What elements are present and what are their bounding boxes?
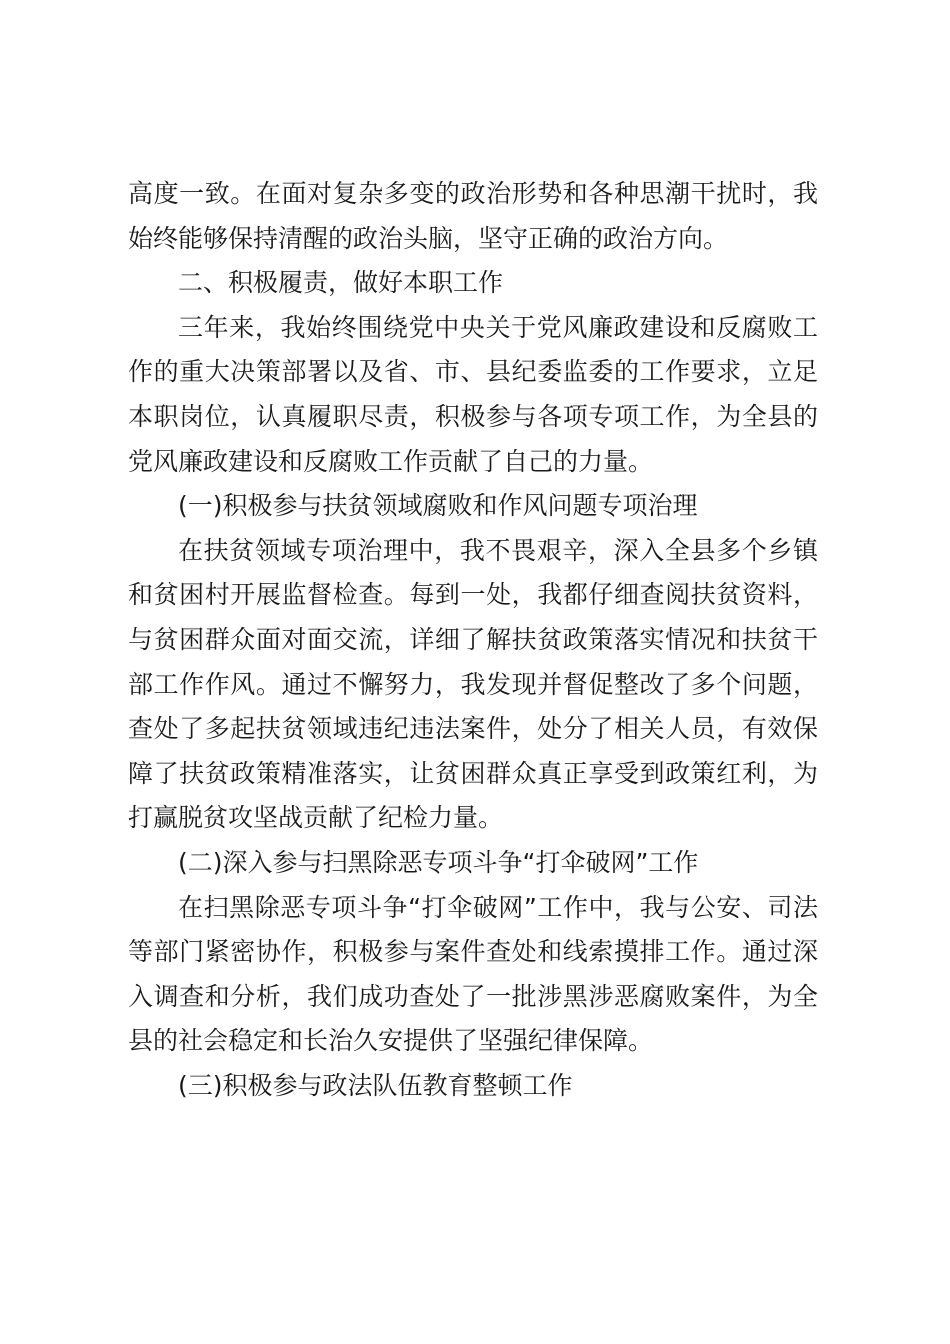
subheading-poverty-governance: (一)积极参与扶贫领域腐败和作风问题专项治理 bbox=[178, 491, 698, 521]
subheading-legal-team-rectification: (三)积极参与政法队伍教育整顿工作 bbox=[178, 1070, 573, 1100]
paragraph-anti-gang: 在扫黑除恶专项斗争“打伞破网”工作中，我与公安、司法等部门紧密协作，积极参与案件查处和线索摸排工作。通过深入调查和分析，我们成功查处了一批涉黑涉恶腐败案件，为全县的社会稳定和长治久安提供了坚强纪律保障。 bbox=[128, 892, 818, 1056]
paragraph-political-consistency: 高度一致。在面对复杂多变的政治形势和各种思潮干扰时，我始终能够保持清醒的政治头脑，坚守正确的政治方向。 bbox=[128, 179, 818, 253]
document-body bbox=[128, 172, 818, 1108]
paragraph-poverty-governance: 在扶贫领域专项治理中，我不畏艰辛，深入全县多个乡镇和贫困村开展监督检查。每到一处，我都仔细查阅扶贫资料，与贫困群众面对面交流，详细了解扶贫政策落实情况和扶贫干部工作作风。通过不懈努力，我发现并督促整改了多个问题，查处了多起扶贫领域违纪违法案件，处分了相关人员，有效保障了扶贫政策精准落实，让贫困群众真正享受到政策红利，为打赢脱贫攻坚战贡献了纪检力量。 bbox=[128, 535, 818, 833]
section-heading-duties: 二、积极履责，做好本职工作 bbox=[178, 268, 504, 298]
subheading-anti-gang: (二)深入参与扫黑除恶专项斗争“打伞破网”工作 bbox=[178, 847, 699, 877]
paragraph-three-years: 三年来，我始终围绕党中央关于党风廉政建设和反腐败工作的重大决策部署以及省、市、县纪委监委的工作要求，立足本职岗位，认真履职尽责，积极参与各项专项工作，为全县的党风廉政建设和反腐败工作贡献了自己的力量。 bbox=[128, 312, 818, 476]
